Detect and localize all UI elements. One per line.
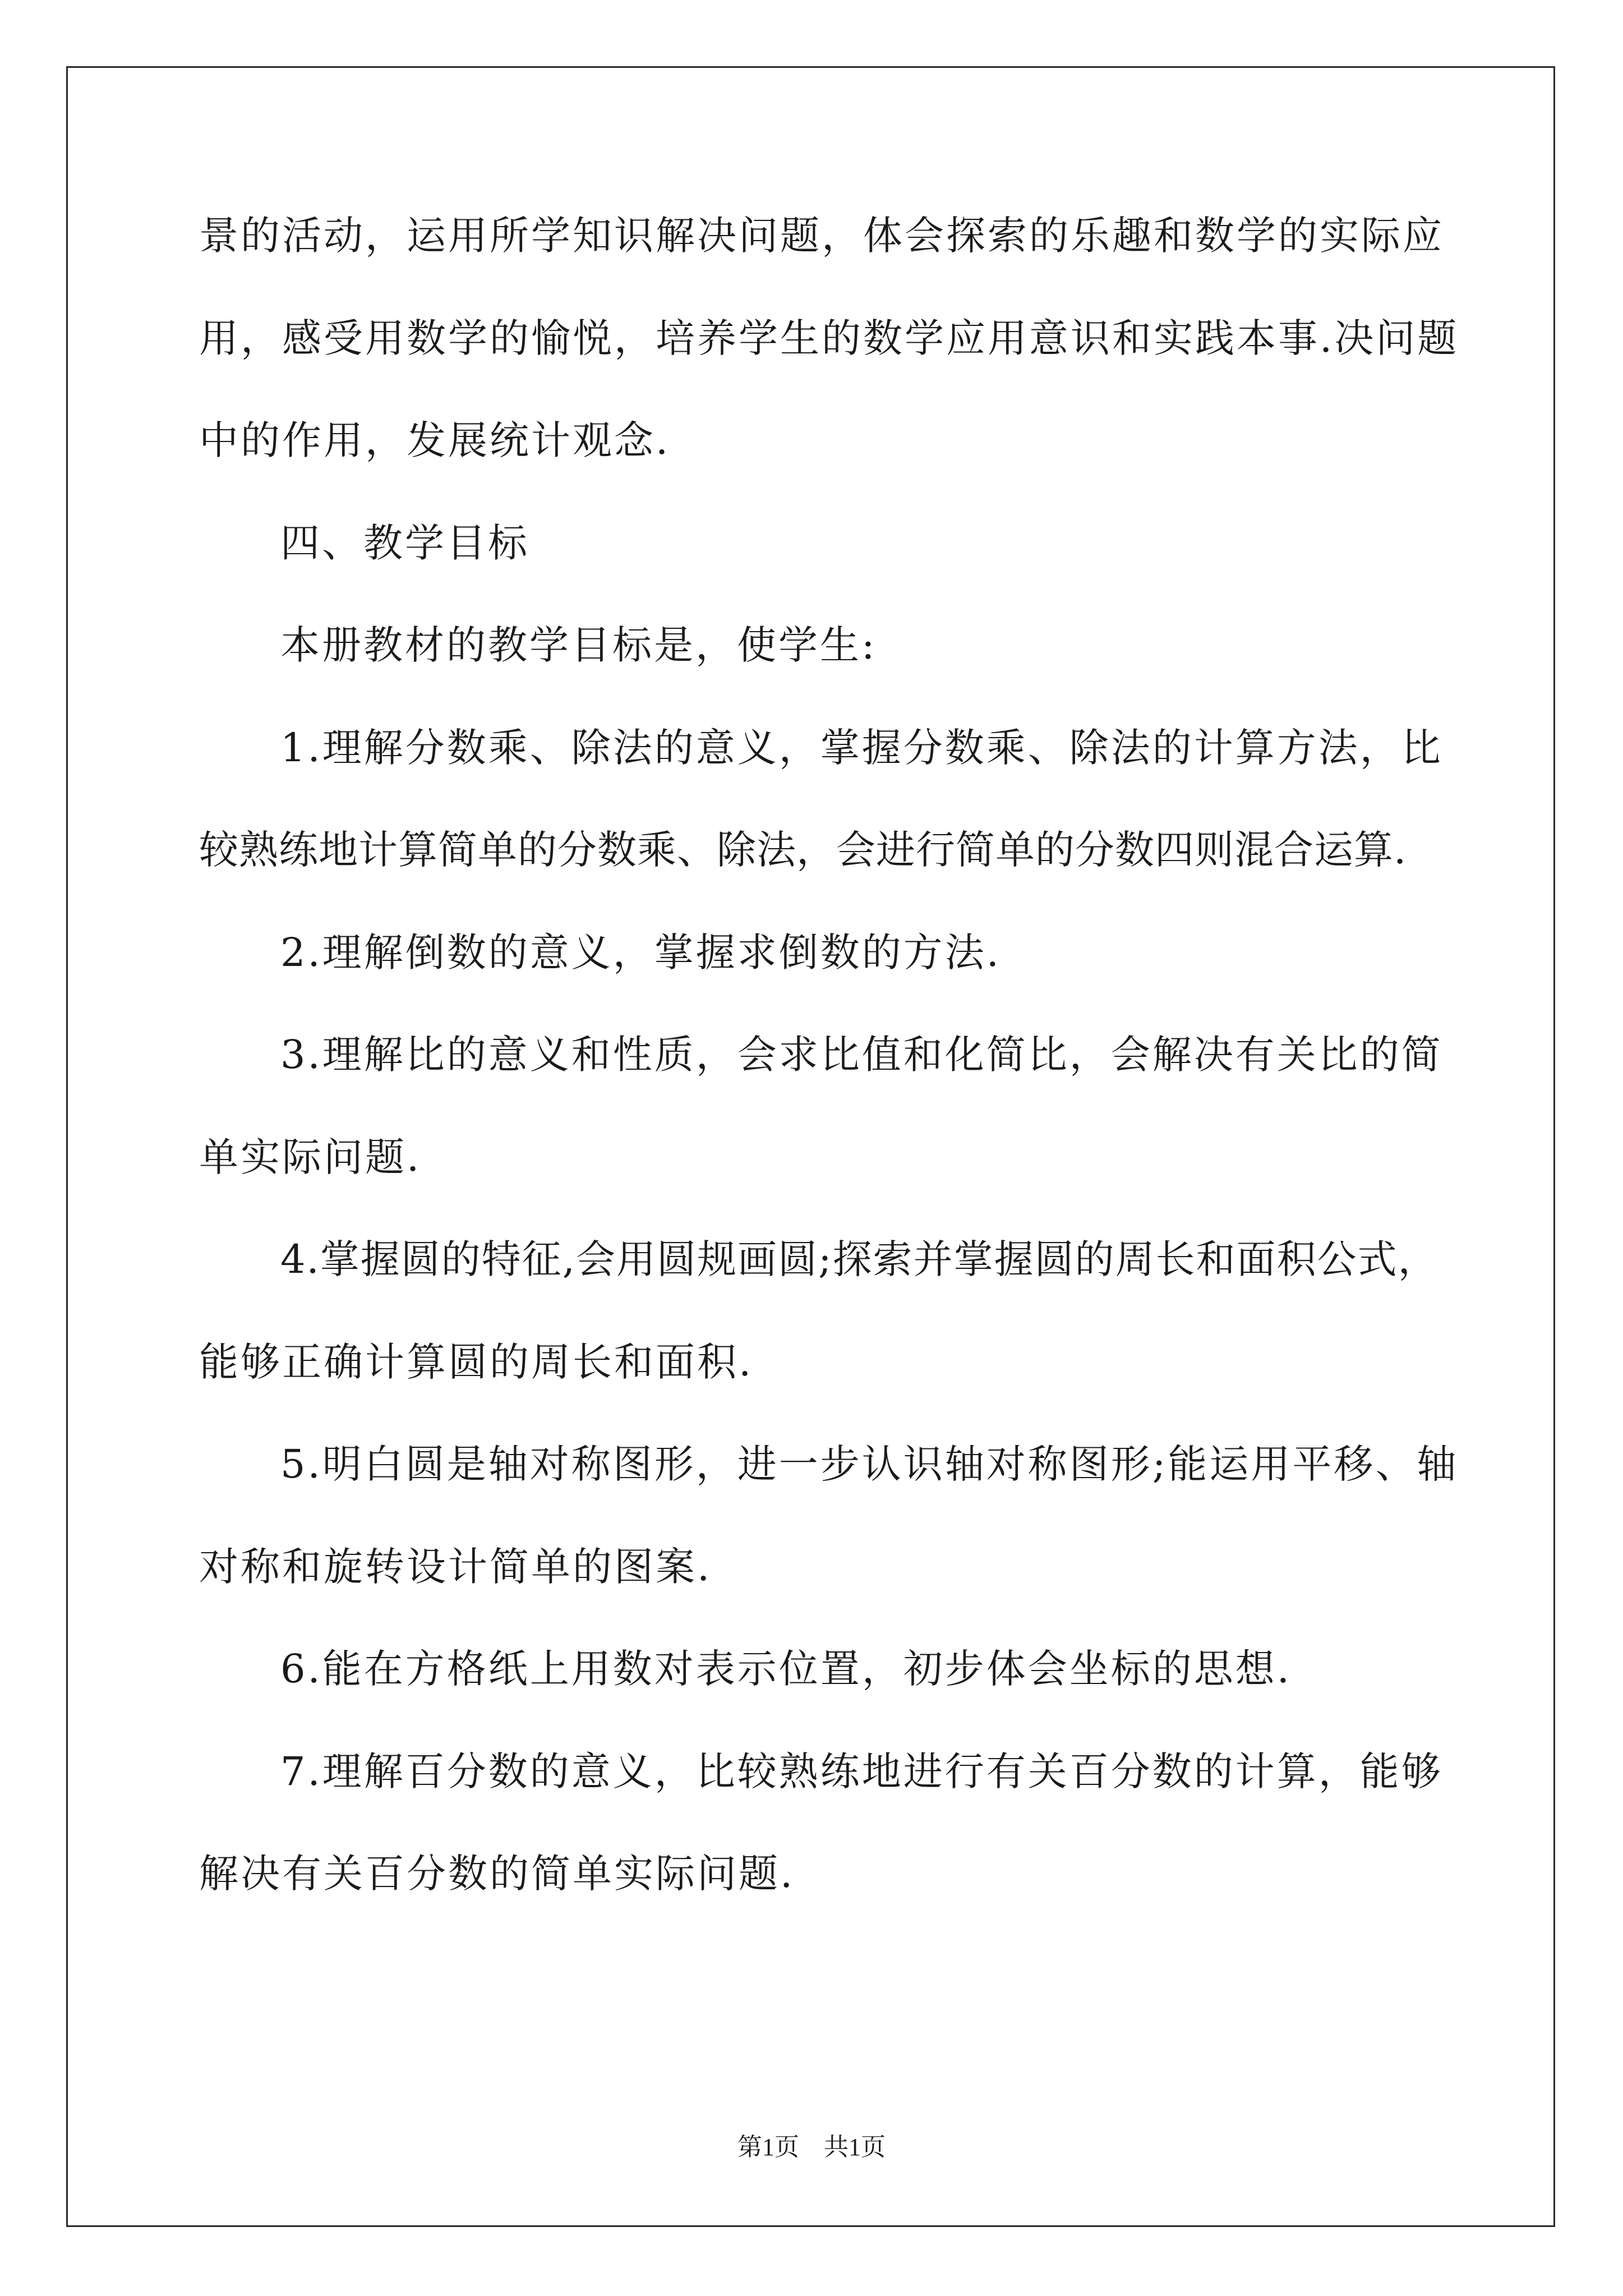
text-line: 本册教材的教学目标是，使学生: [280,622,877,668]
list-item: 1.理解分数乘、除法的意义，掌握分数乘、除法的计算方法，比 [280,725,1443,771]
text-line: 解决有关百分数的简单实际问题. [199,1851,795,1897]
text-line: 中的作用，发展统计观念. [199,417,671,463]
text-line: 对称和旋转设计简单的图案. [199,1544,712,1590]
text-line: 景的活动，运用所学知识解决问题，体会探索的乐趣和数学的实际应 [199,213,1444,259]
list-item: 4.掌握圆的特征,会用圆规画圆;探索并掌握圆的周长和面积公式， [280,1236,1438,1282]
list-item: 6.能在方格纸上用数对表示位置，初步体会坐标的思想. [280,1646,1292,1692]
list-item: 5.明白圆是轴对称图形，进一步认识轴对称图形;能运用平移、轴 [280,1441,1459,1487]
text-line: 用，感受用数学的愉悦，培养学生的数学应用意识和实践本事.决问题 [199,315,1459,361]
list-item: 2.理解倒数的意义，掌握求倒数的方法. [280,930,1002,976]
section-heading: 四、教学目标 [280,520,529,566]
page-footer [0,2131,1623,2164]
page-number-total: 共1页 [824,2133,886,2161]
text-line: 较熟练地计算简单的分数乘、除法，会进行简单的分数四则混合运算. [199,827,1407,873]
text-line: 能够正确计算圆的周长和面积. [199,1339,754,1385]
text-line: 单实际问题. [199,1134,422,1180]
list-item: 3.理解比的意义和性质，会求比值和化简比，会解决有关比的简 [280,1032,1443,1078]
page-number-current: 第1页 [737,2133,799,2161]
list-item: 7.理解百分数的意义，比较熟练地进行有关百分数的计算，能够 [280,1749,1443,1795]
